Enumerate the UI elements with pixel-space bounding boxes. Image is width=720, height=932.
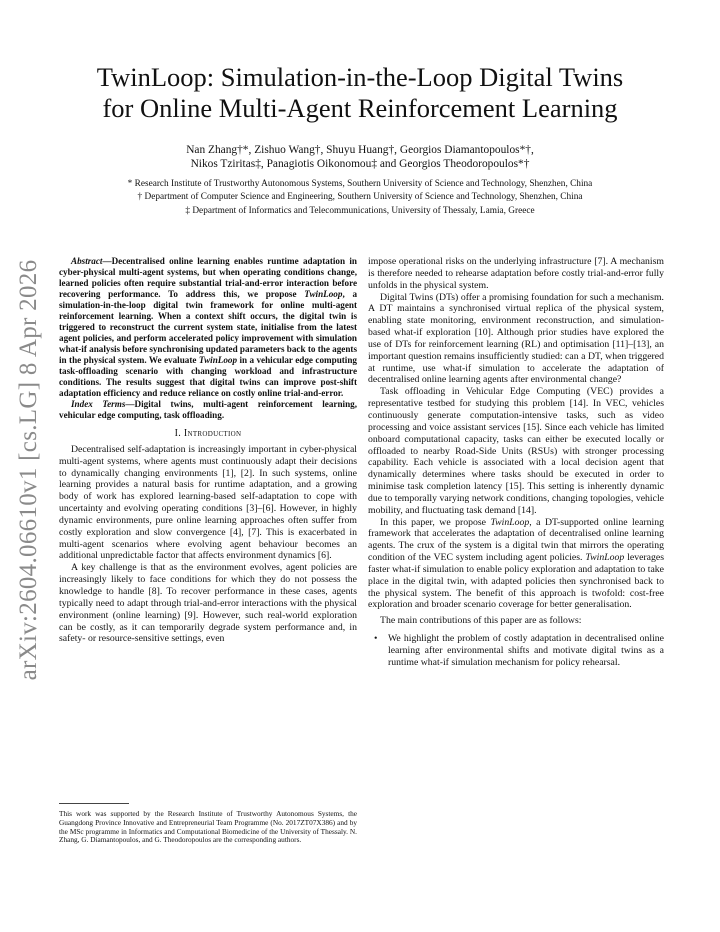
abstract-label: Abstract [71,256,103,266]
contributions-list [368,633,664,669]
contribution-item [372,633,664,669]
affiliation-2: † Department of Computer Science and Engineering, Southern University of Science and Technology, Shenzhen, China [137,192,583,202]
right-paragraph-4 [368,517,664,612]
paper-title-line-1: TwinLoop: Simulation-in-the-Loop Digital Twins [96,62,624,92]
affiliation-3: ‡ Department of Informatics and Telecommunications, University of Thessaly, Lamia, Greece [185,206,535,216]
p4-framework-name: TwinLoop [490,516,530,528]
intro-paragraph-1: Decentralised self-adaptation is increasingly important in cyber-physical multi-agent systems, where agents must continuously adapt their decisions to dynamically changing environments [1], [2]. In such systems, online learning provides a natural basis for runtime adaptation, and a growing body of work has explored learning-based self-adaptation to cope with uncertainty and evolving operating conditions [3]–[6]. However, in highly dynamic environments, pure online learning approaches often suffer from costly exploration and slow convergence [4], [7]. This is exacerbated in multi-agent scenarios where evolving agent behaviour becomes an additional unpredictable factor that affects environment dynamics [6]. [59,443,357,562]
abstract-framework-name: TwinLoop [304,289,343,299]
intro-paragraph-2: A key challenge is that as the environment evolves, agent policies are increasingly likely to face conditions for which they do not possess the knowledge to handle [8]. To recover performance in these cases, agents typically need to adapt through trial-and-error interactions with the physical environment (online learning) [9]. However, such real-world exploration can be costly, as it can temporarily degrade system performance and, in safety- or resource-sensitive settings, even [59,562,357,645]
right-paragraph-1: impose operational risks on the underlying infrastructure [7]. A mechanism is therefore needed to rehearse adaptation before costly trial-and-error fully unfolds in the physical system. [368,256,664,291]
right-paragraph-2: Digital Twins (DTs) offer a promising foundation for such a mechanism. A DT maintains a synchronised virtual replica of the physical system, enabling state monitoring, environment reconstruction, and simulation-based what-if exploration [10]. Although prior studies have explored the use of DTs for reinforcement learning (RL) and optimisation [11]–[13], an important question remains insufficiently studied: can a DT, when triggered at runtime, use what-if simulation to accelerate the adaptation of decentralised online learning agents after environmental change? [368,291,664,386]
index-terms-label: Index Terms [71,399,126,409]
authors-line-2: Nikos Tziritas‡, Panagiotis Oikonomou‡ and Georgios Theodoropoulos*† [190,158,530,170]
arxiv-side-stamp [10,260,48,680]
contributions-intro: The main contributions of this paper are as follows: [380,615,582,627]
arxiv-stamp-text: arXiv:2604.06610v1 [cs.LG] 8 Apr 2026 [15,259,42,681]
p4-framework-name-2: TwinLoop [585,552,625,564]
bullet-marker: • [374,633,378,645]
section-heading-introduction: I. Introduction [174,428,242,439]
p4-text-a: In this paper, we propose [380,516,491,528]
authors-line-1: Nan Zhang†*, Zishuo Wang†, Shuyu Huang†, Georgios Diamantopoulos*†, [186,144,534,156]
abstract-text-a: —Decentralised online learning enables runtime adaptation in cyber-physical multi-agent systems, but when operating conditions change, learned policies often require substantial trial-and-error interaction before recovering performance. To address this, we propose [59,256,357,299]
affiliation-1: * Research Institute of Trustworthy Autonomous Systems, Southern University of Science and Technology, Shenzhen, China [127,179,593,189]
abstract-text-b: , a simulation-in-the-loop digital twin framework for online multi-agent reinforcement learning. When a context shift occurs, the digital twin is triggered to reconstruct the current system state, initialise from the latest agent policies, and perform accelerated policy improvement with simulation what-if analysis before synchronising updated parameters back to the agents in the physical system. We evaluate [59,289,358,365]
p4-text-c: leverages faster what-if simulation to enable policy exploration and adaptation to take place in the digital twin, with adapted policies then synchronised back to the physical system. The benefit of this approach is twofold: cost-free exploration and broader scenario coverage for better generalisation. [368,552,665,611]
index-terms-text: —Digital twins, multi-agent reinforcement learning, vehicular edge computing, task offloading. [59,399,357,420]
right-column [368,256,664,669]
abstract-framework-name-2: TwinLoop [198,355,238,365]
right-paragraph-3: Task offloading in Vehicular Edge Computing (VEC) provides a representative testbed for studying this problem [14]. In VEC, vehicles continuously generate computation-intensive tasks, such as video processing and voice assistant services [15]. Since each vehicle has limited onboard computational capacity, tasks can either be executed locally or offloaded to nearby Road-Side Units (RSUs) with stronger processing capability. Each vehicle is associated with a local decision agent that dynamically determines where tasks should be executed in order to minimise task completion latency [15]. This setting is inherently dynamic due to temporally varying network conditions, changing topologies, vehicle mobility, and fluctuating task demand [14]. [368,386,664,516]
contribution-text: We highlight the problem of costly adaptation in decentralised online learning after environmental shifts and motivate digital twins as a runtime what-if simulation mechanism for policy rehearsal. [388,633,664,668]
left-column [59,256,357,645]
footnote: This work was supported by the Research Institute of Trustworthy Autonomous Systems, the Guangdong Province Innovative and Entrepreneurial Team Programme (No. 2017ZT07X386) and by the MSc programme in Informatics and Computational Biomedicine of the University of Thessaly. N. Zhang, G. Diamantopoulos, and G. Theodoropoulos are the corresponding authors. [59,809,357,845]
abstract [59,256,357,399]
p4-text-b: , a DT-supported online learning framework that accelerates the adaptation of decentralised online learning agents. The crux of the system is a digital twin that mirrors the operating condition of the VEC system including agent policies. [368,516,664,564]
index-terms [59,399,357,421]
paper-title-line-2: for Online Multi-Agent Reinforcement Learning [102,93,618,123]
footnote-rule [59,803,129,804]
abstract-text-c: in a vehicular edge computing task-offloading scenario with changing workload and infrastructure conditions. The results suggest that digital twins can improve post-shift adaptation efficiency and reduce reliance on costly online trial-and-error. [59,355,357,398]
